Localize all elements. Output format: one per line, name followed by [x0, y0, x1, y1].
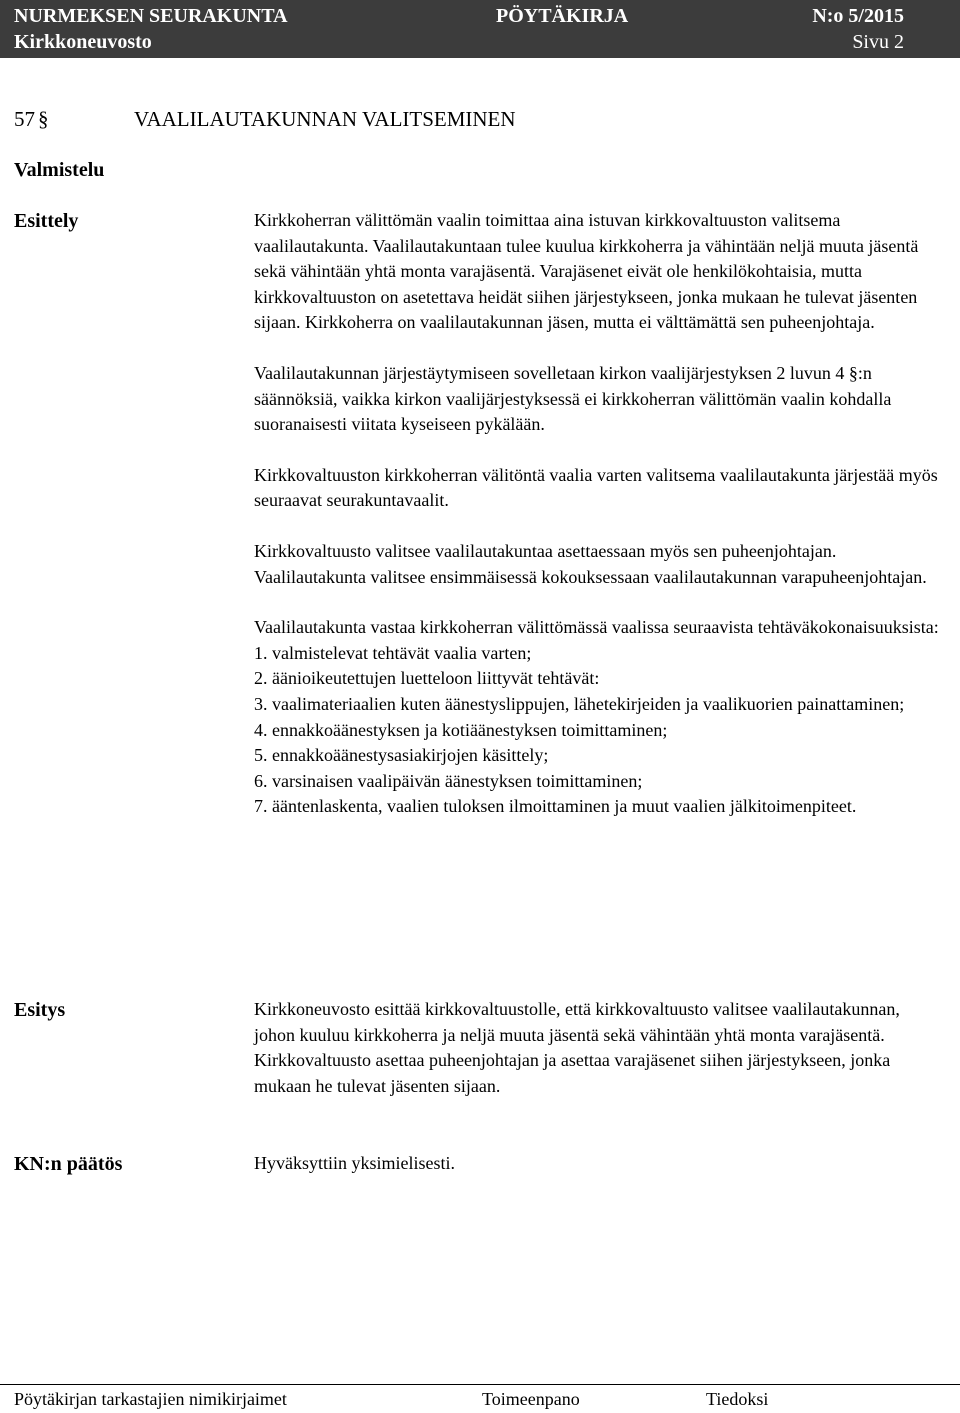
- governing-body: Kirkkoneuvosto: [14, 31, 152, 53]
- proposal-paragraph: Kirkkoneuvosto esittää kirkkovaltuustolle, että kirkkovaltuusto valitsee vaalilautakunnan, johon kuuluu kirkkoherra ja neljä muuta jäsentä sekä vähintään yhtä monta varajäsentä. Kirkkovaltuusto asettaa puheenjohtajan ja asettaa varajäsenet siihen järjestykseen, jonka mukaan he tulevat jäsenten sijaan.: [254, 999, 900, 1096]
- decision-paragraph: Hyväksyttiin yksimielisesti.: [254, 1153, 455, 1173]
- section-heading: [14, 106, 516, 132]
- document-header: [0, 0, 960, 58]
- section-title: VAALILAUTAKUNNAN VALITSEMINEN: [134, 107, 516, 131]
- presentation-paragraph: Vaalilautakunnan järjestäytymiseen sovelletaan kirkon vaalijärjestyksen 2 luvun 4 §:n säännöksiä, vaikka kirkon vaalijärjestyksessä ei kirkkoherran välittömän vaalin kohdalla suoranaisesti viitata kyseiseen pykälään.: [254, 362, 892, 435]
- presentation-paragraph: Kirkkovaltuusto valitsee vaalilautakuntaa asettaessaan myös sen puheenjohtajan. Vaalilautakunta valitsee ensimmäisessä kokouksessaan vaalilautakunnan varapuheenjohtajan.: [254, 540, 927, 587]
- presentation-text: [254, 208, 944, 820]
- page-number: Sivu 2: [852, 31, 904, 53]
- label-preparation: Valmistelu: [14, 159, 105, 181]
- task-item: 2. äänioikeutettujen luetteloon liittyvät tehtävät:: [254, 668, 600, 689]
- task-item: 1. valmistelevat tehtävät vaalia varten;: [254, 642, 532, 663]
- document-number: N:o 5/2015: [812, 5, 904, 27]
- header-row-top: [0, 3, 960, 29]
- section-number: 57: [14, 107, 35, 131]
- organization-name: NURMEKSEN SEURAKUNTA: [14, 5, 288, 27]
- footer-initials: Pöytäkirjan tarkastajien nimikirjaimet: [14, 1389, 287, 1409]
- paragraph-sign: §: [38, 107, 49, 131]
- label-decision: KN:n päätös: [14, 1153, 123, 1175]
- task-item: 4. ennakkoäänestyksen ja kotiäänestyksen toimittaminen;: [254, 719, 668, 740]
- footer-info: Tiedoksi: [706, 1389, 769, 1409]
- document-type: PÖYTÄKIRJA: [496, 5, 629, 27]
- task-item: 6. varsinaisen vaalipäivän äänestyksen toimittaminen;: [254, 770, 643, 791]
- presentation-paragraph: Vaalilautakunta vastaa kirkkoherran välittömässä vaalissa seuraavista tehtäväkokonaisuuksista:: [254, 617, 939, 638]
- presentation-paragraph: Kirkkovaltuuston kirkkoherran välitöntä vaalia varten valitsema vaalilautakunta järjestää myös seuraavat seurakuntavaalit.: [254, 464, 938, 511]
- proposal-text: [254, 997, 944, 1099]
- decision-text: [254, 1151, 944, 1177]
- header-row-bottom: [0, 29, 960, 55]
- task-item: 5. ennakkoäänestysasiakirjojen käsittely;: [254, 745, 549, 766]
- document-footer: [0, 1384, 960, 1413]
- task-item: 7. ääntenlaskenta, vaalien tuloksen ilmoittaminen ja muut vaalien jälkitoimenpiteet.: [254, 796, 857, 817]
- task-item: 3. vaalimateriaalien kuten äänestyslippujen, lähetekirjeiden ja vaalikuorien painattaminen;: [254, 693, 905, 714]
- label-proposal: Esitys: [14, 999, 66, 1021]
- footer-execution: Toimeenpano: [482, 1389, 580, 1409]
- presentation-paragraph: Kirkkoherran välittömän vaalin toimittaa aina istuvan kirkkovaltuuston valitsema vaalilautakunta. Vaalilautakuntaan tulee kuulua kirkkoherra ja vähintään neljä muuta jäsentä sekä vähintään yhtä monta varajäsentä. Varajäsenet eivät ole henkilökohtaisia, mutta kirkkovaltuuston on asetettava heidät siihen järjestykseen, jonka mukaan he tulevat jäsenten sijaan. Kirkkoherra on vaalilautakunnan jäsen, mutta ei välttämättä sen puheenjohtaja.: [254, 210, 919, 333]
- label-presentation: Esittely: [14, 210, 79, 232]
